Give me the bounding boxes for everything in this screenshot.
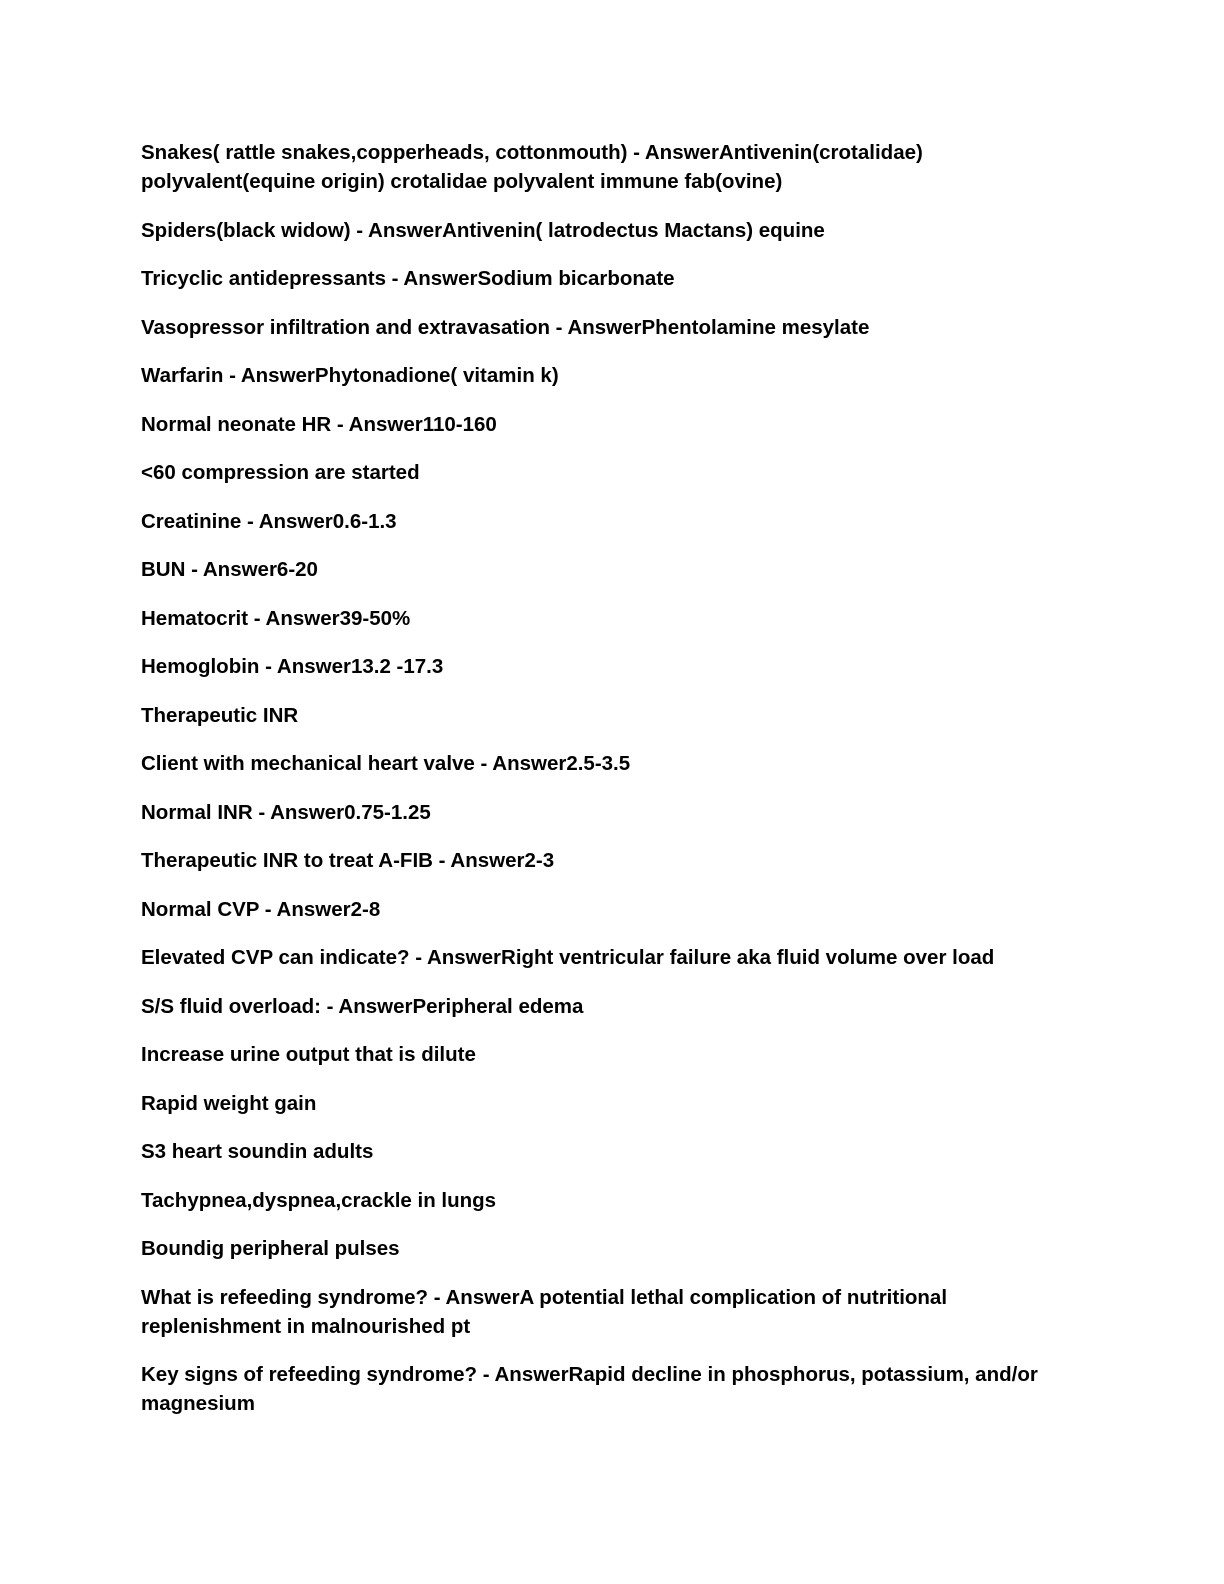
entry-mechanical-valve: Client with mechanical heart valve - Answer2.5-3.5 [141, 752, 631, 775]
entry-neonate-hr: Normal neonate HR - Answer110-160 [141, 412, 497, 436]
entry-bun: BUN - Answer6-20 [141, 558, 318, 581]
entry-inr-afib: Therapeutic INR to treat A-FIB - Answer2-3 [141, 849, 555, 872]
entry-vasopressor: Vasopressor infiltration and extravasation - AnswerPhentolamine mesylate [141, 315, 870, 339]
entry-creatinine: Creatinine - Answer0.6-1.3 [141, 509, 397, 533]
entry-tricyclic: Tricyclic antidepressants - AnswerSodium bicarbonate [141, 267, 675, 290]
entry-tachypnea: Tachypnea,dyspnea,crackle in lungs [141, 1188, 497, 1212]
entry-snakes: Snakes( rattle snakes,copperheads, cottonmouth) - AnswerAntivenin(crotalidae) polyvalent(equine origin) crotalidae polyvalent immune fab(ovine) [141, 141, 923, 193]
entry-weight-gain: Rapid weight gain [141, 1091, 317, 1115]
entry-urine-output: Increase urine output that is dilute [141, 1043, 476, 1066]
entry-hematocrit: Hematocrit - Answer39-50% [141, 606, 411, 630]
entry-hemoglobin: Hemoglobin - Answer13.2 -17.3 [141, 655, 444, 678]
entry-compression: <60 compression are started [141, 461, 420, 484]
entry-peripheral-pulses: Boundig peripheral pulses [141, 1237, 400, 1260]
entry-therapeutic-inr: Therapeutic INR [141, 703, 299, 727]
entry-normal-inr: Normal INR - Answer0.75-1.25 [141, 800, 431, 824]
entry-refeeding-definition: What is refeeding syndrome? - AnswerA potential lethal complication of nutritional replenishment in malnourished pt [141, 1285, 948, 1338]
entry-s3-heart-sound: S3 heart soundin adults [141, 1140, 374, 1163]
entry-elevated-cvp: Elevated CVP can indicate? - AnswerRight ventricular failure aka fluid volume over load [141, 946, 995, 969]
entry-warfarin: Warfarin - AnswerPhytonadione( vitamin k) [141, 364, 559, 387]
entry-normal-cvp: Normal CVP - Answer2-8 [141, 897, 381, 921]
entry-spiders: Spiders(black widow) - AnswerAntivenin( latrodectus Mactans) equine [141, 218, 825, 242]
entry-fluid-overload: S/S fluid overload: - AnswerPeripheral edema [141, 994, 584, 1018]
entry-refeeding-signs: Key signs of refeeding syndrome? - AnswerRapid decline in phosphorus, potassium, and/or magnesium [141, 1363, 1038, 1415]
document-page [141, 138, 1081, 1438]
